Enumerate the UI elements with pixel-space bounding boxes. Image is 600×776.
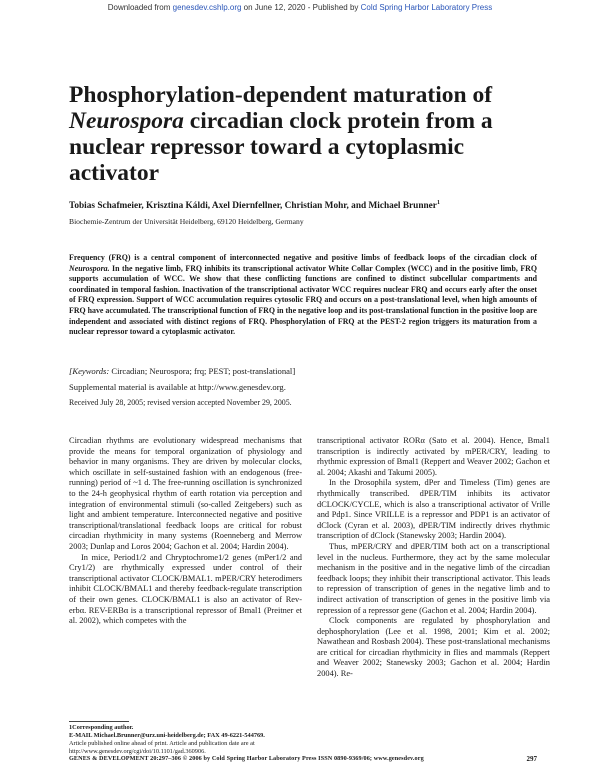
paragraph: In the Drosophila system, dPer and Timeless (Tim) genes are rhythmically transcribed. dPER/TIM inhibits its activator dCLOCK/CYCLE, which is also a transcriptional activator of Vrille and Pdp1. Since VRILLE is a repressor and PDP1 is an activator of dClock (Cyran et al. 2003), dPER/TIM indirectly drives rhythmic transcription of dClock (Stanewsky 2003; Hardin 2004). bbox=[317, 478, 550, 541]
supplemental-note: Supplemental material is available at http://www.genesdev.org. bbox=[69, 382, 286, 392]
affiliation: Biochemie-Zentrum der Universität Heidelberg, 69120 Heidelberg, Germany bbox=[69, 217, 304, 226]
article-title bbox=[69, 82, 539, 186]
paragraph: In mice, Period1/2 and Chryptochrome1/2 genes (mPer1/2 and Cry1/2) are rhythmically expressed under control of their transcriptional activator CLOCK/BMAL1. mPER/CRY heterodimers inhibit CLOCK/BMAL1 and thereby feedback-regulate transcription of their own genes. CLOCK/BMAL1 is also an activator of Rev-erbα. REV-ERBα is a transcriptional repressor of Bmal1 (Preitner et al. 2002), which competes with the bbox=[69, 552, 302, 626]
contact-email: E-MAIL Michael.Brunner@urz.uni-heidelberg.de; FAX 49-6221-544769. bbox=[69, 731, 265, 739]
keywords-label: [Keywords: bbox=[69, 366, 110, 376]
journal-citation: GENES & DEVELOPMENT 20:297–306 © 2006 by Cold Spring Harbor Laboratory Press ISSN 0890-9369/06; www.genesdev.org bbox=[69, 755, 424, 762]
abstract-text-a: Frequency (FRQ) is a central component of interconnected negative and positive limbs of feedback loops of the circadian clock of bbox=[69, 253, 537, 262]
keywords-list: Circadian; Neurospora; frq; PEST; post-translational] bbox=[109, 366, 296, 376]
abstract-text-b: In the negative limb, FRQ inhibits its transcriptional activator White Collar Complex (WCC) and in the positive limb, FRQ supports accumulation of WCC. We show that these conflicting functions are confined to distinct subcellular compartments and coordinated in temporal fashion. Inactivation of the transcriptional activator WCC requires nuclear FRQ and occurs early after the onset of FRQ expression. Support of WCC accumulation requires cytosolic FRQ and occurs on a post-translational level, when high amounts of FRQ have accumulated. The transcriptional function of FRQ in the negative loop and its post-translational function in the positive loop are independent and associated with distinct regions of FRQ. Phosphorylation of FRQ at the PEST-2 region triggers its maturation from a nuclear repressor toward a cytoplasmic activator. bbox=[69, 263, 537, 337]
download-prefix: Downloaded from bbox=[107, 3, 173, 12]
footnote bbox=[69, 724, 302, 756]
body-column-left bbox=[69, 436, 302, 627]
title-part-1: Phosphorylation-dependent maturation of bbox=[69, 82, 493, 108]
site-link[interactable]: genesdev.cshlp.org bbox=[172, 3, 242, 12]
paragraph: transcriptional activator RORα (Sato et al. 2004). Hence, Bmal1 transcription is indirectly activated by mPER/CRY, leading to rhythmic expression of Bmal1 (Reppert and Weaver 2002; Gachon et al. 2004; Akashi and Takumi 2005). bbox=[317, 436, 550, 477]
corresponding-author: 1Corresponding author. bbox=[69, 724, 134, 731]
abstract-italic: Neurospora. bbox=[69, 263, 110, 273]
author-list bbox=[69, 200, 539, 211]
received-dates: Received July 28, 2005; revised version accepted November 29, 2005. bbox=[69, 398, 292, 407]
publisher-link[interactable]: Cold Spring Harbor Laboratory Press bbox=[360, 3, 493, 12]
abstract bbox=[69, 253, 537, 338]
paragraph: Clock components are regulated by phosphorylation and dephosphorylation (Lee et al. 1998, 2001; Kim et al. 2002; Nawathean and Rosbash 2004). These post-translational mechanisms are critical for circadian rhythmicity in flies and mammals (Reppert and Weaver 2002; Stanewsky 2003; Gachon et al. 2004; Hardin 2004). Re- bbox=[317, 616, 550, 679]
page-number: 297 bbox=[526, 755, 537, 763]
paragraph: Thus, mPER/CRY and dPER/TIM both act on a transcriptional level in the nucleus. Furthermore, they act by the same molecular mechanism in the positive and in the negative limb of the circadian feedback loops; they inhibit their transcriptional activator. This leads to repression of transcription of genes in the negative limb and to indirect activation of transcription of genes in the positive limb via repression of a repressor gene (Gachon et al. 2004; Hardin 2004). bbox=[317, 541, 550, 615]
title-italic: Neurospora bbox=[69, 108, 184, 134]
online-note: Article published online ahead of print. Article and publication date are at http://www.genesdev.org/cgi/doi/10.1101/gad.360906. bbox=[69, 739, 255, 755]
download-banner bbox=[0, 3, 600, 12]
title-part-2: circadian clock protein from a nuclear repressor toward a cytoplasmic activator bbox=[69, 108, 493, 186]
paragraph: Circadian rhythms are evolutionary widespread mechanisms that provide the means for temporal organization of physiology and behavior in many organisms. They are driven by molecular clocks, which oscillate in self-sustained fashion with an endogenous (free-running) period of ~1 d. The free-running oscillation is synchronized to the 24-h geophysical rhythm of earth rotation via perception and integration of environmental stimuli (so-called Zeitgebers) such as light and ambient temperature. Interconnected negative and positive transcriptional/translational feedback loops are critical for robust circadian rhythmicity in many systems (Roenneberg and Merrow 2003; Dunlap and Loros 2004; Gachon et al. 2004; Hardin 2004). bbox=[69, 436, 302, 551]
author-footnote-mark: 1 bbox=[436, 200, 440, 206]
keywords bbox=[69, 366, 537, 376]
download-middle: on June 12, 2020 - Published by bbox=[241, 3, 361, 12]
footnote-rule bbox=[69, 721, 129, 722]
body-column-right bbox=[317, 436, 550, 680]
page-footer bbox=[69, 755, 537, 762]
authors-text: Tobias Schafmeier, Krisztina Káldi, Axel Diernfellner, Christian Mohr, and Michael Brunner bbox=[69, 201, 437, 212]
